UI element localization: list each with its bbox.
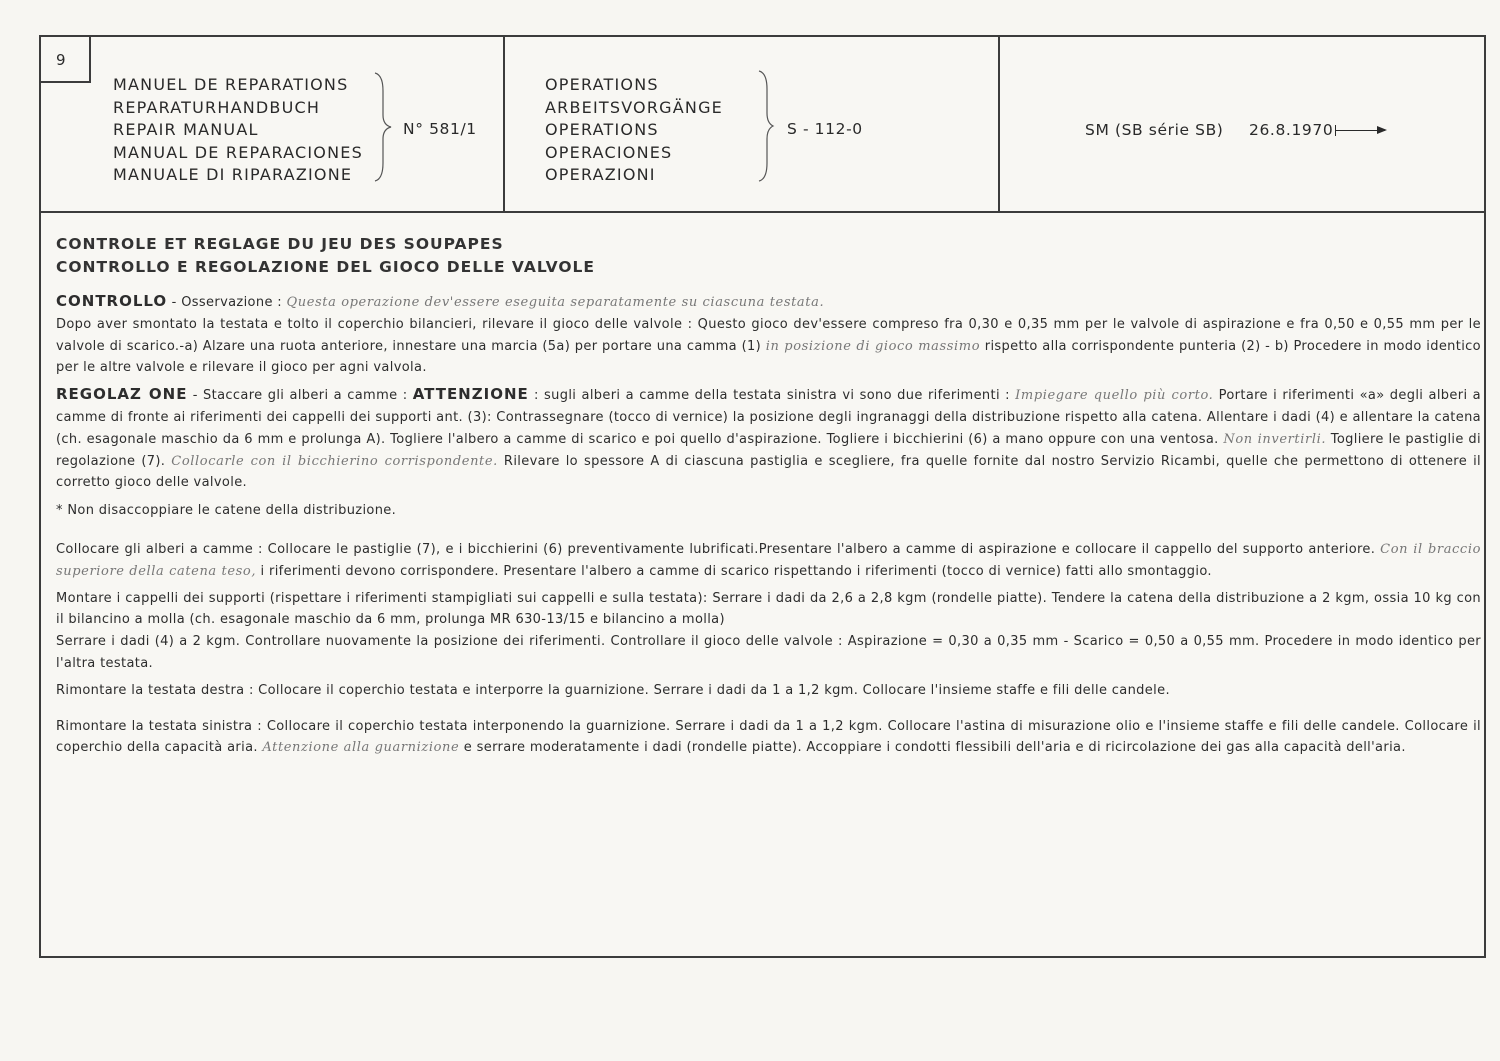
- operation-title-fr: OPERATIONS: [545, 75, 659, 94]
- paragraph-collocare: Collocare gli alberi a camme : Collocare le pastiglie (7), e i bicchierini (6) preventivamente lubrificati.Presentare l'albero a camme di aspirazione e collocare il cappello del supporto anteriore. Con il braccio superiore della catena teso, i riferimenti devono corrispondere. Presentare l'albero a camme di scarico rispettando i riferimenti (tocco di vernice) fatti allo smontaggio.: [56, 541, 1481, 579]
- manual-title-it: MANUALE DI RIPARAZIONE: [113, 165, 353, 184]
- note-star: * Non disaccoppiare le catene della distribuzione.: [56, 503, 397, 519]
- manual-title-en: REPAIR MANUAL: [113, 120, 259, 139]
- regolazione-heading: REGOLAZ ONE: [56, 385, 188, 404]
- manual-title-fr: MANUEL DE REPARATIONS: [113, 75, 349, 94]
- paragraph-regolazione: REGOLAZ ONE - Staccare gli alberi a camme : ATTENZIONE : sugli alberi a camme della testata sinistra vi sono due riferimenti : Impiegare quello più corto. Portare i riferimenti «a» degli alberi a camme di fronte ai riferimenti dei cappelli dei supporti ant. (3): Contrassegnare (tocco di vernice) la posizione degli ingranaggi della distribuzione rispetto alla catena. Allentare i dadi (4) e allentare la catena (ch. esagonale maschio da 6 mm e prolunga A). Togliere l'albero a camme di scarico e poi quello d'aspirazione. Togliere i bicchierini (6) a mano oppure con una ventosa. Non invertirli. Togliere le pastiglie di regolazione (7). Collocarle con il bicchierino corrispondente. Rilevare lo spessore A di ciascuna pastiglia e scegliere, fra quelle fornite dal nostro Servizio Ricambi, quelle che permettono di ottenere il corretto gioco delle valvole.: [56, 385, 1482, 491]
- manual-page: [39, 35, 1486, 958]
- manual-title-de: REPARATURHANDBUCH: [113, 97, 321, 117]
- manual-title-es: MANUAL DE REPARACIONES: [113, 142, 363, 162]
- brace-icon: [753, 69, 777, 183]
- operation-title-en: OPERATIONS: [545, 120, 659, 139]
- brace-icon: [371, 71, 395, 183]
- controllo-note: Questa operazione dev'essere eseguita separatamente su ciascuna testata.: [286, 295, 825, 310]
- operation-code: S - 112-0: [787, 120, 863, 138]
- revision-date: 26.8.1970: [1249, 121, 1334, 139]
- operation-title-de: ARBEITSVORGÄNGE: [545, 97, 723, 117]
- manual-number: N° 581/1: [403, 120, 477, 138]
- attention-label: ATTENZIONE: [412, 385, 529, 404]
- paragraph-controllo: CONTROLLO - Osservazione : Questa operazione dev'essere eseguita separatamente su ciascuna testata. Dopo aver smontato la testata e tolto il coperchio bilancieri, rilevare il gioco delle valvole : Questo gioco dev'essere compreso fra 0,30 e 0,35 mm per le valvole di aspirazione e fra 0,50 e 0,55 mm per le valvole di scarico.-a) Alzare una ruota anteriore, innestare una marcia (5a) per portare una camma (1) in posizione di gioco massimo rispetto alla corrispondente punteria (2) - b) Procedere in modo identico per le altre valvole e rilevare il gioco per agni valvola.: [56, 292, 1481, 376]
- paragraph-montare: Montare i cappelli dei supporti (rispettare i riferimenti stampigliati sui cappelli e sulla testata): Serrare i dadi da 2,6 a 2,8 kgm (rondelle piatte). Tendere la catena della distribuzione a 2 kgm, ossia 10 kg con il bilancino a molla (ch. esagonale maschio da 6 mm, prolunga MR 630-13/15 e bilancino a molla): [56, 590, 1481, 628]
- section-title-it: CONTROLLO E REGOLAZIONE DEL GIOCO DELLE VALVOLE: [56, 258, 595, 276]
- vehicle-model: SM (SB série SB): [1085, 121, 1224, 139]
- operation-title-es: OPERACIONES: [545, 142, 673, 162]
- paragraph-rimontare-sinistra: Rimontare la testata sinistra : Collocare il coperchio testata interponendo la guarnizione. Serrare i dadi da 1 a 1,2 kgm. Collocare l'astina di misurazione olio e l'insieme staffe e fili delle candele. Collocare il coperchio della capacità aria. Attenzione alla guarnizione e serrare moderatamente i dadi (rondelle piatte). Accoppiare i condotti flessibili dell'aria e di ricircolazione dei gas alla capacità dell'aria.: [56, 718, 1481, 756]
- paragraph-rimontare-destra: Rimontare la testata destra : Collocare il coperchio testata e interporre la guarnizione. Serrare i dadi da 1 a 1,2 kgm. Collocare l'insieme staffe e fili delle candele.: [56, 682, 1170, 698]
- manual-title-list: [113, 74, 363, 187]
- arrow-right-icon: [1335, 130, 1385, 131]
- paragraph-serrare: Serrare i dadi (4) a 2 kgm. Controllare nuovamente la posizione dei riferimenti. Controllare il gioco delle valvole : Aspirazione = 0,30 a 0,35 mm - Scarico = 0,50 a 0,55 mm. Procedere in modo identico per l'altra testata.: [56, 634, 1481, 671]
- page-body: [41, 213, 1484, 956]
- page-header: [41, 37, 1484, 213]
- operation-title-list: [545, 74, 723, 187]
- section-title-fr: CONTROLE ET REGLAGE DU JEU DES SOUPAPES: [56, 235, 504, 253]
- controllo-heading: CONTROLLO: [56, 292, 168, 310]
- page-number: 9: [41, 37, 91, 83]
- operation-title-it: OPERAZIONI: [545, 165, 656, 184]
